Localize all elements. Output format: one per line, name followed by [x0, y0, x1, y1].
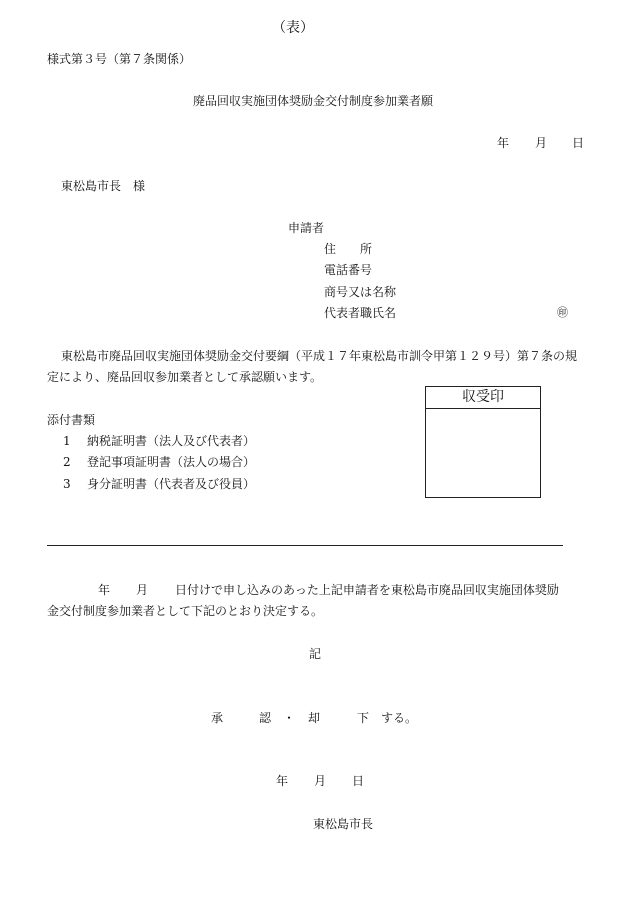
addressee: 東松島市長 様	[61, 179, 146, 193]
receipt-stamp-box	[425, 386, 541, 498]
applicant-heading: 申請者	[288, 221, 325, 235]
approve-char: 承	[211, 711, 224, 725]
final-date-month: 月	[314, 774, 327, 788]
body-text-line-1: 東松島市廃品回収実施団体奨励金交付要綱（平成１７年東松島市訓令甲第１２９号）第７条の規	[61, 349, 578, 363]
signatory: 東松島市長	[313, 817, 374, 831]
body-text-line-2: 定により、廃品回収参加業者として承認願います。	[47, 370, 323, 384]
company-label: 商号又は名称	[324, 285, 397, 299]
application-date-month: 月	[535, 136, 548, 150]
decision-date-month: 月	[136, 583, 149, 597]
decision-suffix: する。	[381, 711, 418, 725]
form-number: 様式第３号（第７条関係）	[47, 52, 192, 66]
receipt-stamp-label: 収受印	[426, 387, 540, 409]
attachment-item: 納税証明書（法人及び代表者）	[87, 434, 256, 448]
page-title: 廃品回収実施団体奨励金交付制度参加業者願	[193, 94, 434, 108]
attachments-heading: 添付書類	[47, 413, 96, 427]
attachment-item: 登記事項証明書（法人の場合）	[87, 455, 256, 469]
seal-mark: ㊞	[557, 306, 568, 319]
attachment-item: 身分証明書（代表者及び役員）	[87, 477, 256, 491]
section-divider	[47, 545, 563, 546]
decision-date-year: 年	[98, 583, 111, 597]
ki-heading: 記	[309, 647, 322, 661]
final-date-day: 日	[352, 774, 365, 788]
application-date-day: 日	[572, 136, 585, 150]
attachment-number: 2	[63, 455, 71, 469]
attachment-number: 3	[63, 477, 71, 491]
decision-text-line-1: 日付けで申し込みのあった上記申請者を東松島市廃品回収実施団体奨励	[175, 583, 559, 597]
address-label: 住 所	[324, 242, 373, 256]
reject-char-2: 下	[357, 711, 370, 725]
phone-label: 電話番号	[324, 263, 373, 277]
final-date-year: 年	[276, 774, 289, 788]
attachment-number: 1	[63, 434, 71, 448]
side-label: （表）	[272, 20, 314, 36]
approve-char-2: 認	[259, 711, 272, 725]
application-date-year: 年	[497, 136, 510, 150]
decision-text-line-2: 金交付制度参加業者として下記のとおり決定する。	[47, 604, 324, 618]
separator-dot: ・	[283, 711, 296, 725]
representative-label: 代表者職氏名	[324, 306, 397, 320]
reject-char: 却	[308, 711, 321, 725]
